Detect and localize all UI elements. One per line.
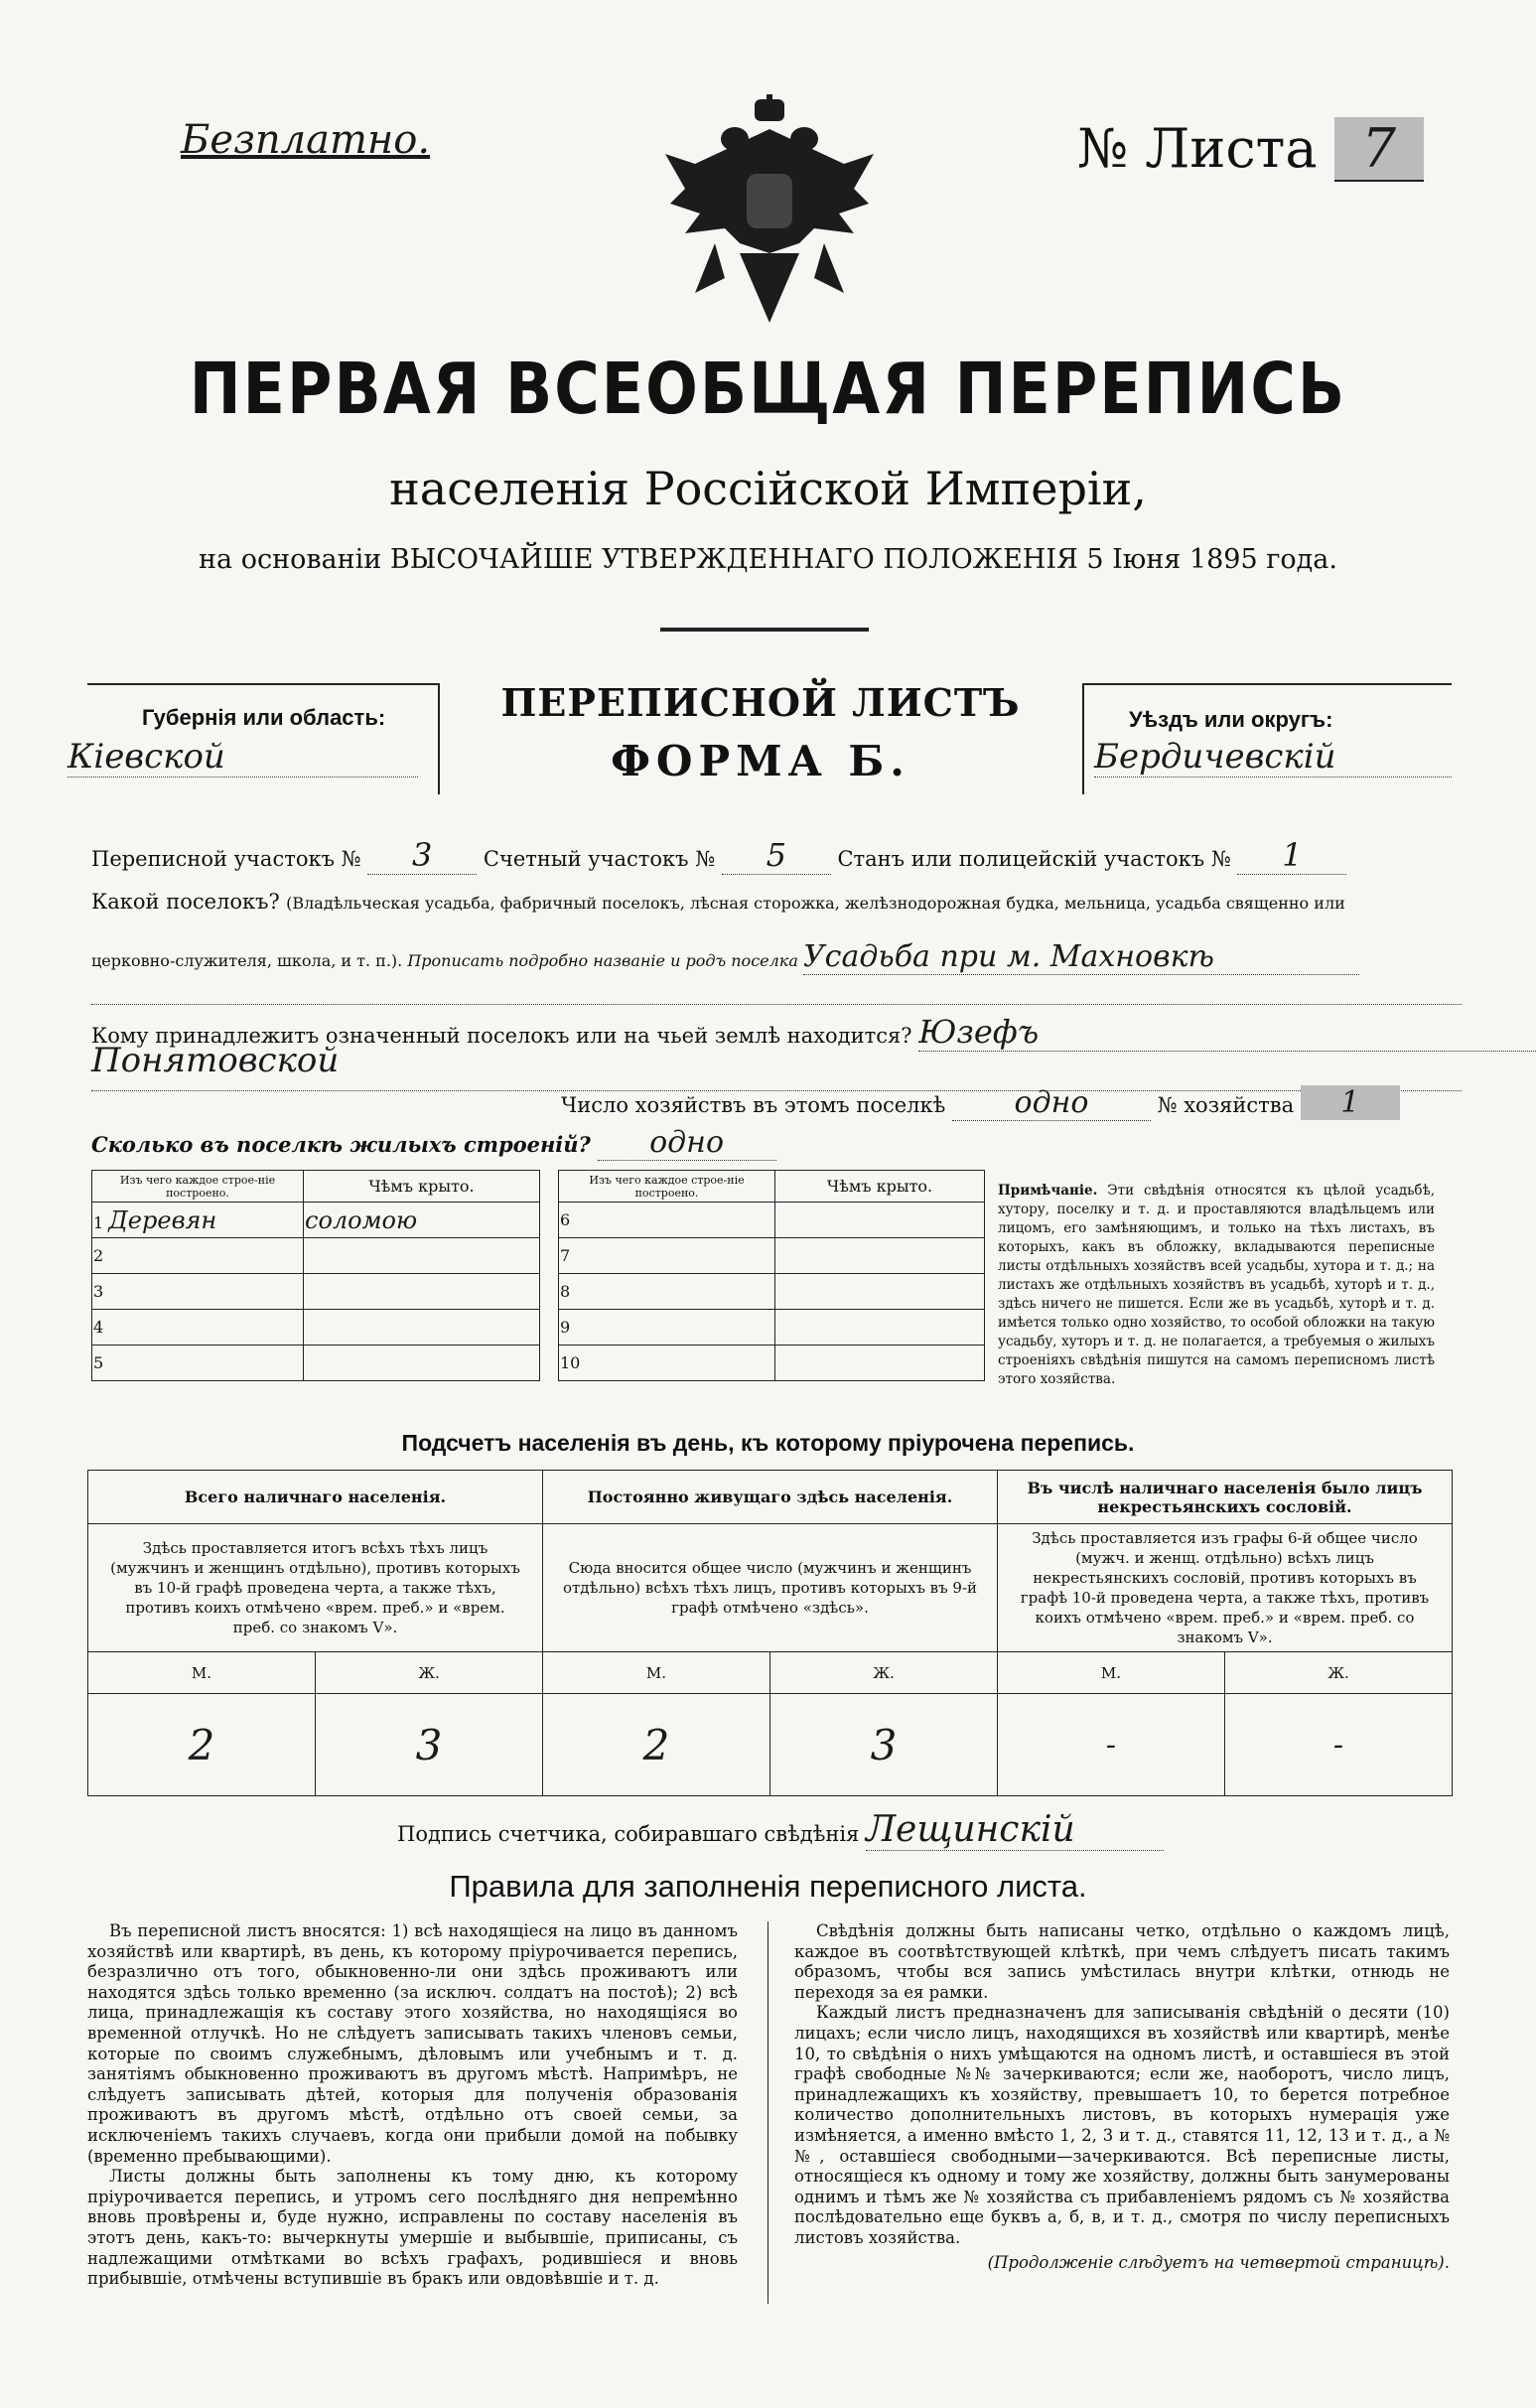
zh-header-2: Ж.: [770, 1652, 998, 1694]
count-heading: Подсчетъ населенія въ день, къ которому пріурочена перепись.: [401, 1430, 1135, 1456]
building-row-3[interactable]: 3: [92, 1274, 304, 1310]
buildings-table-left: [91, 1170, 540, 1381]
roof-cell-5[interactable]: [304, 1346, 540, 1381]
count-value-zh-resident[interactable]: 3: [770, 1694, 998, 1796]
uchastok-row: [91, 836, 1462, 875]
col1-title: Всего наличнаго населенія.: [88, 1471, 543, 1524]
zh-header-1: Ж.: [316, 1652, 543, 1694]
uezd-value[interactable]: Бердичевскій: [1094, 737, 1336, 777]
building-row-5[interactable]: 5: [92, 1346, 304, 1381]
households-row: [561, 1085, 1400, 1121]
households-value[interactable]: одно: [952, 1085, 1151, 1121]
building-row-10[interactable]: 10: [559, 1346, 775, 1381]
uchastok-label: Переписной участокъ №: [91, 847, 361, 871]
form-title-1: ПЕРЕПИСНОЙ ЛИСТЪ: [500, 680, 1021, 725]
signature-label: Подпись счетчика, собиравшаго свѣдѣнія: [397, 1822, 860, 1846]
signature-row: [397, 1809, 1164, 1851]
rules-left-p1: Въ переписной листъ вносятся: 1) всѣ находящіеся на лицо въ данномъ хозяйствѣ или квартирѣ, въ день, къ которому пріурочивается перепись, безразлично отъ того, обыкновенно-ли они здѣсь проживаютъ или находятся здѣсь только временно (за исключ. солдатъ на постоѣ); 2) всѣ лица, принадлежащія къ составу этого хозяйства, но находящіяся во временной отлучкѣ. Но не слѣдуетъ записывать такихъ членовъ семьи, которые по своимъ служебнымъ, дѣловымъ или учебнымъ и т. д. занятіямъ обыкновенно проживаютъ въ другомъ мѣстѣ. Напримѣръ, не слѣдуетъ записывать дѣтей, которыя для полученія образованія проживаютъ въ другомъ мѣстѣ, отдѣльно отъ своей семьи, за исключеніемъ такихъ случаевъ, когда они прибыли домой на побывку (временно пребывающими).: [87, 1921, 738, 2166]
building-row-1[interactable]: 1 Деревян: [92, 1203, 304, 1238]
poselok-hint-2: церковно-служителя, школа, и т. п.).: [91, 951, 403, 970]
rules-continued: (Продолженіе слѣдуетъ на четвертой страницѣ).: [987, 2252, 1450, 2272]
m-header-1: М.: [88, 1652, 316, 1694]
col2-title: Постоянно живущаго здѣсь населенія.: [543, 1471, 998, 1524]
roof-cell-2[interactable]: [304, 1238, 540, 1274]
roof-cell-8[interactable]: [775, 1274, 985, 1310]
free-label: Безплатно.: [181, 117, 431, 163]
signature-value[interactable]: Лещинскій: [866, 1809, 1164, 1851]
poselok-label: Какой поселокъ?: [91, 890, 280, 914]
roof-cell-10[interactable]: [775, 1346, 985, 1381]
census-subtitle: населенія Россійской Имперіи,: [389, 462, 1147, 515]
building-row-9[interactable]: 9: [559, 1310, 775, 1346]
household-no-label: № хозяйства: [1157, 1093, 1295, 1117]
schetny-value[interactable]: 5: [722, 836, 831, 875]
roof-cell-4[interactable]: [304, 1310, 540, 1346]
count-value-zh-nonpeasant[interactable]: -: [1225, 1694, 1453, 1796]
count-value-zh-total[interactable]: 3: [316, 1694, 543, 1796]
col1-text: Здѣсь проставляется итогъ всѣхъ тѣхъ лицъ (мужчинъ и женщинъ отдѣльно), противъ которыхъ въ 10-й графѣ проведена черта, а также тѣхъ, противъ коихъ отмѣчено «врем. преб.» и «врем. преб. со знакомъ V».: [88, 1524, 543, 1652]
households-label: Число хозяйствъ въ этомъ поселкѣ: [561, 1093, 946, 1117]
sheet-number: [1077, 117, 1424, 182]
col-roof-header-right: Чѣмъ крыто.: [775, 1171, 985, 1203]
col2-text: Сюда вносится общее число (мужчинъ и женщинъ отдѣльно) всѣхъ тѣхъ лицъ, противъ которыхъ въ 9-й графѣ отмѣчено «здѣсь».: [543, 1524, 998, 1652]
roof-cell-9[interactable]: [775, 1310, 985, 1346]
count-value-m-nonpeasant[interactable]: -: [998, 1694, 1225, 1796]
owner-value-line-2[interactable]: [91, 1041, 1462, 1091]
form-title-2: ФОРМА Б.: [611, 737, 910, 785]
census-title: ПЕРВАЯ ВСЕОБЩАЯ ПЕРЕПИСЬ: [189, 347, 1347, 431]
rules-right-p1: Свѣдѣнія должны быть написаны четко, отдѣльно о каждомъ лицѣ, каждое въ соотвѣтствующей клѣткѣ, при чемъ слѣдуетъ писать такимъ образомъ, чтобы вся запись умѣстилась внутри клѣтки, отнюдь не переходя за ея рамки.: [794, 1921, 1450, 2002]
population-count-table: [87, 1470, 1453, 1796]
stan-value[interactable]: 1: [1237, 836, 1346, 875]
poselok-value[interactable]: Усадьба при м. Махновкѣ: [803, 939, 1359, 975]
col-roof-header: Чѣмъ крыто.: [304, 1171, 540, 1203]
rules-right-column: [794, 1921, 1450, 2273]
poselok-hint: (Владѣльческая усадьба, фабричный поселокъ, лѣсная сторожка, желѣзнодорожная будка, мельница, усадьба священно или: [286, 894, 1345, 913]
buildings-table-right: [558, 1170, 985, 1381]
gubernia-label: Губернія или область:: [142, 705, 386, 730]
building-row-7[interactable]: 7: [559, 1238, 775, 1274]
owner-value[interactable]: Юзефъ: [918, 1013, 1536, 1052]
buildings-label: Сколько въ поселкѣ жилыхъ строеній?: [91, 1132, 591, 1157]
buildings-row: [91, 1125, 776, 1161]
rules-right-p2: Каждый листъ предназначенъ для записыванія свѣдѣній о десяти (10) лицахъ; если число лицъ, находящихся въ хозяйствѣ или квартирѣ, менѣе 10, то свѣдѣнія о нихъ умѣщаются на одномъ листѣ, и оставшіеся въ этой графѣ свободные №№ зачеркиваются; если же, наоборотъ, число лицъ, принадлежащихъ къ хозяйству, превышаетъ 10, то берется потребное количество дополнительныхъ листовъ, въ которыхъ нумерація уже измѣняется, а именно вмѣсто 1, 2, 3 и т. д., ставятся 11, 12, 13 и т. д., а №№, оставшіеся свободными—зачеркиваются. Всѣ переписные листы, относящіеся къ одному и тому же хозяйству, должны быть занумерованы однимъ и тѣмъ же № хозяйства съ прибавленіемъ рядомъ съ № хозяйства послѣдовательно еще буквъ а, б, в, и т. д., смотря по числу переписныхъ листовъ хозяйства.: [794, 2003, 1450, 2247]
uezd-box: [1082, 683, 1452, 794]
buildings-value[interactable]: одно: [598, 1125, 776, 1161]
building-row-6[interactable]: 6: [559, 1203, 775, 1238]
household-no-value[interactable]: 1: [1301, 1085, 1400, 1120]
note-title: Примѣчаніе.: [998, 1183, 1098, 1199]
poselok-row: [91, 890, 1462, 914]
gubernia-box: [68, 683, 440, 794]
owner-value-2: Понятовской: [91, 1041, 340, 1080]
owner-label: Кому принадлежитъ означенный поселокъ или на чьей землѣ находится?: [91, 1024, 912, 1048]
title-divider: [660, 628, 869, 632]
buildings-note: [998, 1182, 1435, 1389]
roof-cell-3[interactable]: [304, 1274, 540, 1310]
uezd-label: Уѣздъ или округъ:: [1129, 707, 1333, 732]
poselok-italic: Прописать подробно названіе и родъ поселка: [407, 951, 798, 970]
rules-heading: Правила для заполненія переписного листа.: [449, 1869, 1087, 1904]
roof-cell-1[interactable]: соломою: [304, 1203, 540, 1238]
roof-cell-7[interactable]: [775, 1238, 985, 1274]
poselok-value-line-2[interactable]: [91, 968, 1462, 1005]
building-row-4[interactable]: 4: [92, 1310, 304, 1346]
building-row-2[interactable]: 2: [92, 1238, 304, 1274]
col-material-header: Изъ чего каждое строе-ніе построено.: [92, 1171, 304, 1203]
count-value-m-total[interactable]: 2: [88, 1694, 316, 1796]
imperial-eagle-emblem: [655, 94, 884, 328]
gubernia-value[interactable]: Кіевской: [68, 737, 225, 777]
roof-cell-6[interactable]: [775, 1203, 985, 1238]
m-header-2: М.: [543, 1652, 770, 1694]
count-value-m-resident[interactable]: 2: [543, 1694, 770, 1796]
building-row-8[interactable]: 8: [559, 1274, 775, 1310]
m-header-3: М.: [998, 1652, 1225, 1694]
rules-left-p2: Листы должны быть заполнены къ тому дню, къ которому пріурочивается перепись, и утромъ сего послѣдняго дня непремѣнно вновь провѣрены и, буде нужно, исправлены по составу населенія въ этотъ день, какъ-то: вычеркнуты умершіе и выбывшіе, приписаны, съ надлежащими отмѣтками во всѣхъ графахъ, родившіеся и вновь прибывшіе, отмѣчены вступившіе въ бракъ или овдовѣвшіе и т. д.: [87, 2167, 738, 2289]
schetny-label: Счетный участокъ №: [483, 847, 716, 871]
uchastok-value[interactable]: 3: [367, 836, 477, 875]
sheet-number-label: № Листа: [1077, 117, 1318, 180]
col3-text: Здѣсь проставляется изъ графы 6-й общее число (мужч. и женщ. отдѣльно) всѣхъ лицъ некрестьянскихъ сословій, противъ которыхъ въ графѣ 10-й проведена черта, а также тѣхъ, противъ коихъ отмѣчено «врем. преб.» и «врем. преб. со знакомъ V».: [998, 1524, 1453, 1652]
zh-header-3: Ж.: [1225, 1652, 1453, 1694]
note-text: Эти свѣдѣнія относятся къ цѣлой усадьбѣ, хутору, поселку и т. д. и проставляются владѣльцемъ или лицомъ, его замѣняющимъ, и только на тѣхъ листахъ, въ которыхъ, какъ въ обложку, вкладываются переписные листы отдѣльныхъ хозяйствъ всей усадьбы, хутора и т. д.; на листахъ же отдѣльныхъ хозяйствъ въ усадьбѣ, хуторѣ и т. д., здѣсь ничего не пишется. Если же въ усадьбѣ, хуторѣ и т. д. имѣется только одно хозяйство, то особой обложки на такую усадьбу, хуторъ и т. д. не полагается, а требуемыя о жилыхъ строеніяхъ свѣдѣнія пишутся на самомъ переписномъ листѣ этого хозяйства.: [998, 1183, 1435, 1387]
col-material-header-right: Изъ чего каждое строе-ніе построено.: [559, 1171, 775, 1203]
census-basis: на основаніи ВЫСОЧАЙШЕ УТВЕРЖДЕННАГО ПОЛОЖЕНІЯ 5 Іюня 1895 года.: [199, 544, 1337, 575]
stan-label: Станъ или полицейскій участокъ №: [837, 847, 1231, 871]
sheet-number-value[interactable]: 7: [1334, 117, 1424, 182]
rules-left-column: [87, 1921, 738, 2290]
col3-title: Въ числѣ наличнаго населенія было лицъ некрестьянскихъ сословій.: [998, 1471, 1453, 1524]
